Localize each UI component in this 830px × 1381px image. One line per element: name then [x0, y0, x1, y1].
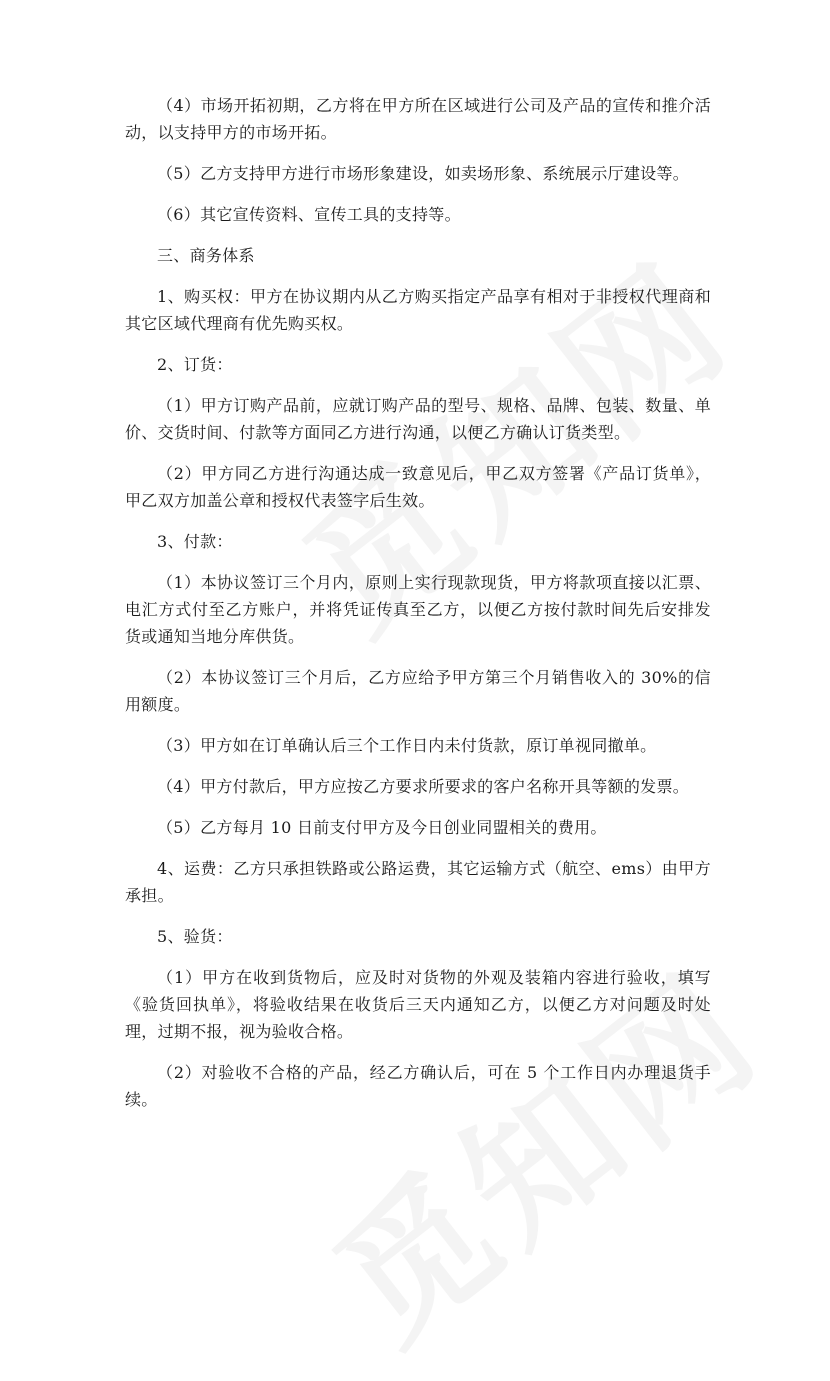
paragraph: 1、购买权：甲方在协议期内从乙方购买指定产品享有相对于非授权代理商和其它区域代理商有优先购买权。 [125, 287, 711, 333]
subsection-heading: 5、验货： [157, 927, 233, 946]
paragraph: （5）乙方每月 10 日前支付甲方及今日创业同盟相关的费用。 [157, 818, 607, 837]
paragraph: （2）本协议签订三个月后，乙方应给予甲方第三个月销售收入的 30%的信用额度。 [125, 668, 711, 714]
paragraph: （4）市场开拓初期，乙方将在甲方所在区域进行公司及产品的宣传和推介活动，以支持甲方的市场开拓。 [125, 96, 711, 142]
section-heading: 三、商务体系 [157, 246, 255, 265]
paragraph: （4）甲方付款后，甲方应按乙方要求所要求的客户名称开具等额的发票。 [157, 777, 690, 796]
paragraph: 4、运费：乙方只承担铁路或公路运费，其它运输方式（航空、ems）由甲方承担。 [125, 859, 711, 905]
paragraph: （2）对验收不合格的产品，经乙方确认后，可在 5 个工作日内办理退货手续。 [125, 1063, 711, 1109]
document-body [125, 92, 711, 1127]
paragraph: （6）其它宣传资料、宣传工具的支持等。 [157, 205, 461, 224]
paragraph: （1）甲方在收到货物后，应及时对货物的外观及装箱内容进行验收，填写《验货回执单》，将验收结果在收货后三天内通知乙方，以便乙方对问题及时处理，过期不报，视为验收合格。 [125, 968, 711, 1041]
paragraph: （1）本协议签订三个月内，原则上实行现款现货，甲方将款项直接以汇票、电汇方式付至乙方账户，并将凭证传真至乙方，以便乙方按付款时间先后安排发货或通知当地分库供货。 [125, 573, 711, 646]
paragraph: （3）甲方如在订单确认后三个工作日内未付货款，原订单视同撤单。 [157, 736, 657, 755]
paragraph: （1）甲方订购产品前，应就订购产品的型号、规格、品牌、包装、数量、单价、交货时间、付款等方面同乙方进行沟通，以便乙方确认订货类型。 [125, 396, 711, 442]
paragraph: （5）乙方支持甲方进行市场形象建设，如卖场形象、系统展示厅建设等。 [157, 164, 690, 183]
paragraph: （2）甲方同乙方进行沟通达成一致意见后，甲乙双方签署《产品订货单》，甲乙双方加盖公章和授权代表签字后生效。 [125, 464, 711, 510]
subsection-heading: 2、订货： [157, 355, 233, 374]
subsection-heading: 3、付款： [157, 532, 233, 551]
